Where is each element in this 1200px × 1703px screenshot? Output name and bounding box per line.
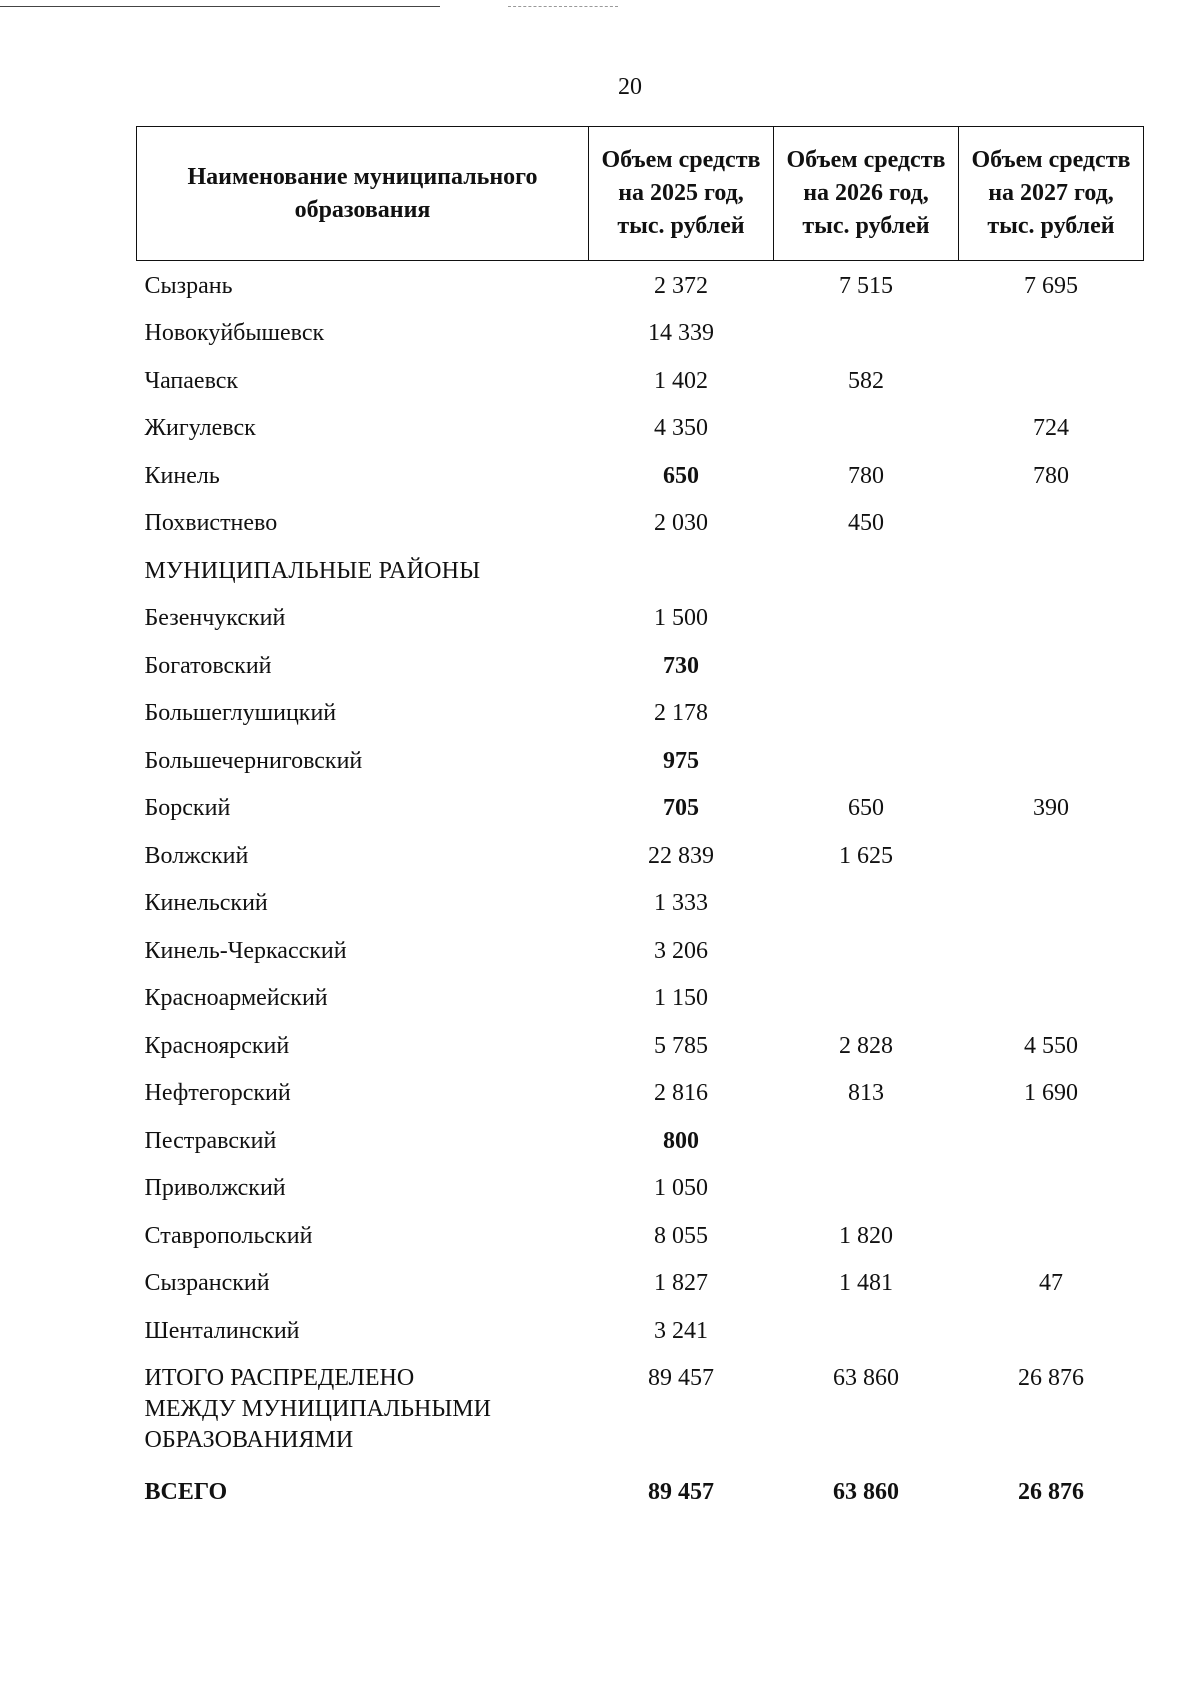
value-2027 <box>959 746 1144 794</box>
value-2025: 1 500 <box>654 605 708 631</box>
grand-total-2026: 63 860 <box>833 1479 899 1505</box>
value-2027: 1 690 <box>1024 1080 1078 1106</box>
value-2026 <box>774 936 959 984</box>
header-municipality: Наименование муниципального образования <box>137 127 589 261</box>
table-row <box>137 1173 1144 1221</box>
table-row <box>137 1031 1144 1079</box>
value-2026 <box>774 603 959 651</box>
table-row <box>137 888 1144 936</box>
value-2026: 780 <box>848 462 884 489</box>
table-row <box>137 1221 1144 1269</box>
municipality-name: Нефтегорский <box>144 1080 291 1106</box>
value-2026 <box>774 318 959 366</box>
value-2025: 4 350 <box>654 415 708 441</box>
municipality-name: Кинель-Черкасский <box>144 937 347 964</box>
municipality-name: Богатовский <box>144 652 272 679</box>
municipality-name: Сызрань <box>144 273 233 299</box>
value-2026: 650 <box>848 795 884 821</box>
total-label-line: ИТОГО РАСПРЕДЕЛЕНО <box>144 1365 415 1391</box>
value-2027 <box>959 888 1144 936</box>
value-2027: 7 695 <box>1024 273 1078 299</box>
municipality-name: МУНИЦИПАЛЬНЫЕ РАЙОНЫ <box>144 557 481 584</box>
value-2027 <box>959 841 1144 889</box>
value-2027 <box>959 1126 1144 1174</box>
value-2025: 3 241 <box>654 1317 708 1344</box>
value-2027: 390 <box>1033 795 1069 821</box>
value-2025: 2 178 <box>654 700 708 726</box>
value-2027: 724 <box>1033 415 1069 441</box>
value-2026: 1 481 <box>839 1270 893 1296</box>
municipality-name: Кинель <box>144 462 220 489</box>
total-2027: 26 876 <box>1018 1365 1084 1391</box>
value-2026 <box>774 983 959 1031</box>
value-2026 <box>774 746 959 794</box>
table-row <box>137 936 1144 984</box>
value-2025: 1 150 <box>654 985 708 1011</box>
value-2026 <box>774 556 959 604</box>
value-2027 <box>959 508 1144 556</box>
total-2025: 89 457 <box>648 1365 714 1391</box>
municipality-name: Кинельский <box>144 890 268 916</box>
table-body <box>137 261 1144 1525</box>
municipality-name: Пестравский <box>144 1127 277 1154</box>
value-2025: 650 <box>663 462 699 489</box>
value-2027 <box>959 1316 1144 1364</box>
value-2025: 975 <box>663 747 699 774</box>
municipality-name: Приволжский <box>144 1175 286 1201</box>
grand-total-2025: 89 457 <box>648 1479 714 1505</box>
total-label-line: ОБРАЗОВАНИЯМИ <box>144 1427 354 1453</box>
table-row <box>137 1316 1144 1364</box>
municipality-name: Безенчукский <box>144 605 286 631</box>
value-2026: 813 <box>848 1080 884 1106</box>
total-label <box>137 1363 589 1477</box>
grand-total-2027: 26 876 <box>1018 1479 1084 1505</box>
value-2027 <box>959 936 1144 984</box>
grand-total-row <box>137 1477 1144 1525</box>
total-2026: 63 860 <box>833 1365 899 1391</box>
value-2027: 4 550 <box>1024 1032 1078 1059</box>
value-2025: 14 339 <box>648 320 714 346</box>
value-2026 <box>774 1316 959 1364</box>
total-label-line: МЕЖДУ МУНИЦИПАЛЬНЫМИ <box>144 1396 491 1422</box>
table-row <box>137 461 1144 509</box>
value-2027 <box>959 366 1144 414</box>
value-2025: 8 055 <box>654 1222 708 1249</box>
value-2026 <box>774 698 959 746</box>
table-row <box>137 1078 1144 1126</box>
municipality-name: Большечерниговский <box>144 747 363 774</box>
value-2027 <box>959 651 1144 699</box>
value-2026 <box>774 651 959 699</box>
value-2025: 800 <box>663 1127 699 1154</box>
value-2027 <box>959 556 1144 604</box>
value-2026 <box>774 413 959 461</box>
table-row <box>137 556 1144 604</box>
table-row <box>137 508 1144 556</box>
municipality-name: Большеглушицкий <box>144 700 337 726</box>
value-2027 <box>959 698 1144 746</box>
value-2025: 2 030 <box>654 510 708 536</box>
grand-total-label: ВСЕГО <box>144 1479 228 1505</box>
municipality-name: Волжский <box>144 842 249 869</box>
value-2026: 582 <box>848 367 884 394</box>
municipality-name: Красноярский <box>144 1032 290 1059</box>
municipality-name: Новокуйбышевск <box>144 320 325 346</box>
value-2025: 5 785 <box>654 1032 708 1059</box>
scan-mark <box>508 6 618 7</box>
table-row <box>137 413 1144 461</box>
table-row <box>137 1126 1144 1174</box>
table-row <box>137 651 1144 699</box>
value-2026 <box>774 1173 959 1221</box>
municipality-name: Борский <box>144 795 231 821</box>
value-2027: 47 <box>1039 1270 1063 1296</box>
table-row <box>137 318 1144 366</box>
table-row <box>137 366 1144 414</box>
municipality-name: Жигулевск <box>144 415 256 441</box>
value-2026 <box>774 1126 959 1174</box>
table-row <box>137 1268 1144 1316</box>
table-row <box>137 261 1144 319</box>
header-2027: Объем средств на 2027 год, тыс. рублей <box>959 127 1144 261</box>
value-2027: 780 <box>1033 462 1069 489</box>
value-2025: 705 <box>663 795 699 821</box>
table-header <box>137 127 1144 261</box>
value-2025: 2 816 <box>654 1080 708 1106</box>
table-row <box>137 746 1144 794</box>
value-2025: 3 206 <box>654 937 708 964</box>
header-2026: Объем средств на 2026 год, тыс. рублей <box>774 127 959 261</box>
value-2025: 1 333 <box>654 890 708 916</box>
value-2025: 1 050 <box>654 1175 708 1201</box>
municipality-name: Красноармейский <box>144 985 328 1011</box>
table-row <box>137 983 1144 1031</box>
value-2026: 450 <box>848 510 884 536</box>
value-2025 <box>589 556 774 604</box>
table-row <box>137 841 1144 889</box>
header-2025: Объем средств на 2025 год, тыс. рублей <box>589 127 774 261</box>
municipality-name: Сызранский <box>144 1270 270 1296</box>
value-2025: 730 <box>663 652 699 679</box>
value-2027 <box>959 318 1144 366</box>
value-2026: 7 515 <box>839 273 893 299</box>
value-2025: 1 827 <box>654 1270 708 1296</box>
table-row <box>137 603 1144 651</box>
allocation-table <box>136 126 1144 1525</box>
table-row <box>137 793 1144 841</box>
value-2025: 22 839 <box>648 842 714 869</box>
value-2027 <box>959 1221 1144 1269</box>
value-2026: 1 820 <box>839 1222 893 1249</box>
top-rule <box>0 6 440 7</box>
total-row <box>137 1363 1144 1477</box>
value-2025: 2 372 <box>654 273 708 299</box>
page-number: 20 <box>618 74 642 100</box>
value-2026 <box>774 888 959 936</box>
value-2025: 1 402 <box>654 367 708 394</box>
municipality-name: Чапаевск <box>144 367 239 394</box>
value-2027 <box>959 983 1144 1031</box>
value-2026: 2 828 <box>839 1032 893 1059</box>
municipality-name: Шенталинский <box>144 1317 300 1344</box>
value-2027 <box>959 603 1144 651</box>
value-2027 <box>959 1173 1144 1221</box>
value-2026: 1 625 <box>839 842 893 869</box>
municipality-name: Похвистнево <box>144 510 278 536</box>
municipality-name: Ставропольский <box>144 1222 313 1249</box>
table-row <box>137 698 1144 746</box>
